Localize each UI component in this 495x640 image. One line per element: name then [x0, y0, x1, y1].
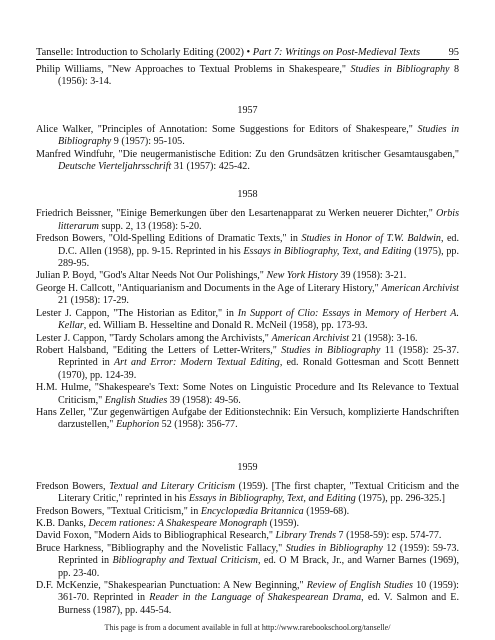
bibliography-entry: George H. Callcott, "Antiquarianism and Documents in the Age of Literary History," American Archivist 21 (1958): 17-29.	[36, 282, 459, 307]
publication-title: Studies in Bibliography	[58, 123, 459, 148]
bibliography-entry: Lester J. Cappon, "The Historian as Editor," in In Support of Clio: Essays in Memory of Herbert A. Kellar, ed. William B. Hesseltine and Donald R. McNeil (1958), pp. 173-93.	[36, 307, 459, 332]
publication-title: American Archivist	[271, 332, 350, 344]
publication-title: Essays in Bibliography, Text, and Editing	[243, 245, 412, 257]
publication-title: Studies in Bibliography	[285, 542, 383, 554]
bibliography-entry: D.F. McKenzie, "Shakespearian Punctuation: A New Beginning," Review of English Studies 10 (1959): 361-70. Reprinted in Reader in the Language of Shakespearean Drama, ed. V. Salmon and E. Burness (1987), pp. 445-54.	[36, 580, 459, 616]
bibliography-entry: Fredson Bowers, Textual and Literary Criticism (1959). [The first chapter, "Textual Criticism and the Literary Critic," reprinted in his Essays in Bibliography, Text, and Editing (1975), pp. 296-325.]	[36, 480, 459, 505]
section-gap	[36, 173, 459, 181]
bibliography-entry: Hans Zeller, "Zur gegenwärtigen Aufgabe der Editionstechnik: Ein Versuch, komplizierte Handschriften darzustellen," Euphorion 52 (1958): 356-77.	[36, 406, 459, 431]
year-heading: 1958	[237, 189, 258, 201]
bibliography-body	[36, 64, 459, 617]
bibliography-entry: Bruce Harkness, "Bibliography and the Novelistic Fallacy," Studies in Bibliography 12 (1959): 59-73. Reprinted in Bibliography and Textual Criticism, ed. O M Brack, Jr., and Warner Barnes (1969), pp. 23-40.	[36, 542, 460, 579]
bibliography-entry: Friedrich Beissner, "Einige Bemerkungen über den Lesartenapparat zu Werken neuerer Dichter," Orbis litterarum supp. 2, 13 (1958): 5-20.	[36, 208, 459, 232]
year-heading: 1957	[237, 104, 258, 116]
bibliography-entry: Fredson Bowers, "Old-Spelling Editions of Dramatic Texts," in Studies in Honor of T.W. Baldwin, ed. D.C. Allen (1958), pp. 9-15. Reprinted in his Essays in Bibliography, Text, and Editing (1975), pp. 289-95.	[36, 233, 459, 270]
bibliography-entry: K.B. Danks, Decem rationes: A Shakespeare Monograph (1959).	[36, 517, 300, 529]
publication-title: American Archivist	[381, 282, 459, 294]
publication-title: Review of English Studies	[306, 580, 413, 591]
publication-title: Decem rationes: A Shakespeare Monograph	[88, 517, 268, 529]
section-gap	[36, 432, 459, 454]
publication-title: Studies in Bibliography	[350, 64, 450, 75]
publication-title: Textual and Literary Criticism	[109, 480, 235, 492]
bibliography-entry: Robert Halsband, "Editing the Letters of Letter-Writers," Studies in Bibliography 11 (1958): 25-37. Reprinted in Art and Error: Modern Textual Editing, ed. Ronald Gottesman and Scott Bennett (1970), pp. 124-39.	[36, 344, 460, 381]
publication-title: Reader in the Language of Shakespearean Drama	[149, 592, 362, 604]
publication-title: Euphorion	[115, 419, 160, 431]
publication-title: In Support of Clio: Essays in Memory of Herbert A. Kellar	[58, 307, 459, 332]
publication-title: Essays in Bibliography, Text, and Editing	[188, 493, 356, 505]
bibliography-entry: Philip Williams, "New Approaches to Textual Problems in Shakespeare," Studies in Bibliography 8 (1956): 3-14.	[36, 64, 460, 88]
page-footer: This page is from a document available in full at http://www.rarebookschool.org/tanselle/	[104, 623, 391, 632]
publication-title: Studies in Honor of T.W. Baldwin	[301, 233, 441, 245]
running-title-part: Part 7: Writings on Post-Medieval Texts	[252, 47, 421, 58]
publication-title: Art and Error: Modern Textual Editing	[113, 357, 280, 369]
running-title-main: Tanselle: Introduction to Scholarly Editing (2002) •	[36, 47, 253, 58]
page-number: 95	[448, 47, 459, 58]
publication-title: English Studies	[104, 394, 168, 406]
publication-title: Deutsche Vierteljahrsschrift	[58, 161, 172, 173]
publication-title: Studies in Bibliography	[281, 344, 381, 356]
running-title	[36, 47, 420, 59]
publication-title: Orbis litterarum	[58, 208, 459, 232]
bibliography-entry: Lester J. Cappon, "Tardy Scholars among the Archivists," American Archivist 21 (1958): 3-16.	[36, 332, 418, 344]
running-header	[36, 47, 459, 60]
publication-title: Encyclopædia Britannica	[200, 505, 304, 517]
publication-title: New York History	[266, 270, 338, 282]
publication-title: Bibliography and Textual Criticism	[112, 555, 258, 567]
bibliography-entry: Alice Walker, "Principles of Annotation: Some Suggestions for Editors of Shakespeare," Studies in Bibliography 9 (1957): 95-105.	[36, 123, 459, 148]
bibliography-entry: Manfred Windfuhr, "Die neugermanistische Edition: Zu den Grundsätzen kritischer Gesamtausgaben," Deutsche Vierteljahrsschrift 31 (1957): 425-42.	[36, 148, 459, 173]
section-gap	[36, 89, 459, 97]
bibliography-entry: Julian P. Boyd, "God's Altar Needs Not Our Polishings," New York History 39 (1958): 3-21.	[36, 270, 407, 282]
bibliography-entry: David Foxon, "Modern Aids to Bibliographical Research," Library Trends 7 (1958-59): esp. 574-77.	[36, 530, 442, 542]
publication-title: Library Trends	[275, 530, 337, 542]
year-heading: 1959	[237, 461, 258, 473]
bibliography-entry: Fredson Bowers, "Textual Criticism," in Encyclopædia Britannica (1959-68).	[36, 505, 350, 517]
bibliography-entry: H.M. Hulme, "Shakespeare's Text: Some Notes on Linguistic Procedure and Its Relevance to Textual Criticism," English Studies 39 (1958): 49-56.	[36, 382, 459, 406]
